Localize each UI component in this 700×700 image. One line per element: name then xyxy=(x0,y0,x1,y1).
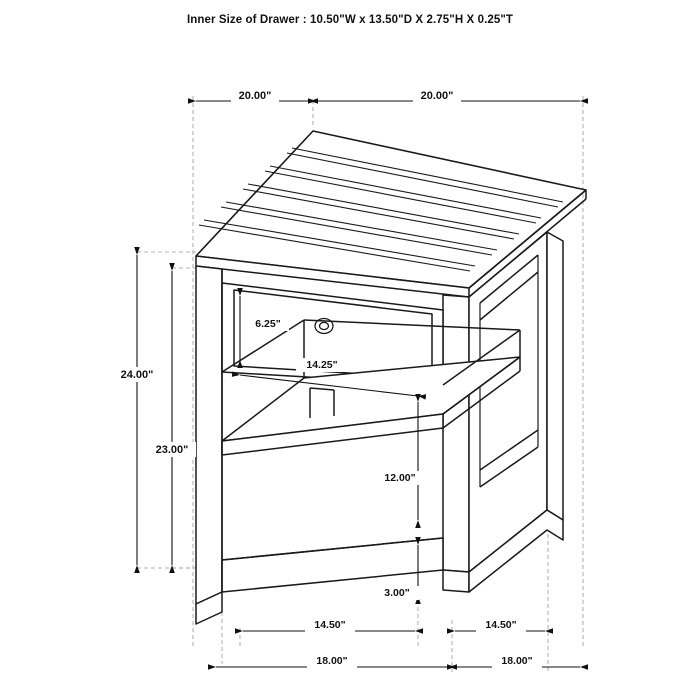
dim-overall-height: 24.00" xyxy=(120,369,154,381)
dim-drawer-front-height: 6.25" xyxy=(255,318,281,330)
dim-base-width-right: 18.00" xyxy=(501,655,533,667)
dim-drawer-front-width: 14.25" xyxy=(306,359,338,371)
dim-shelf-width-left: 14.50" xyxy=(314,619,346,631)
dim-top-right-width: 20.00" xyxy=(420,90,454,102)
dim-base-width-left: 18.00" xyxy=(316,655,348,667)
page-title: Inner Size of Drawer : 10.50"W x 13.50"D X 2.75"H X 0.25"T xyxy=(186,14,514,26)
dim-shelf-width-right: 14.50" xyxy=(485,619,517,631)
dim-shelf-clearance-height: 12.00" xyxy=(384,472,416,484)
dim-top-left-width: 20.00" xyxy=(238,90,272,102)
table-illustration xyxy=(196,131,586,624)
dim-height-to-top-underside: 23.00" xyxy=(155,444,189,456)
dim-shelf-to-floor: 3.00" xyxy=(384,587,410,599)
